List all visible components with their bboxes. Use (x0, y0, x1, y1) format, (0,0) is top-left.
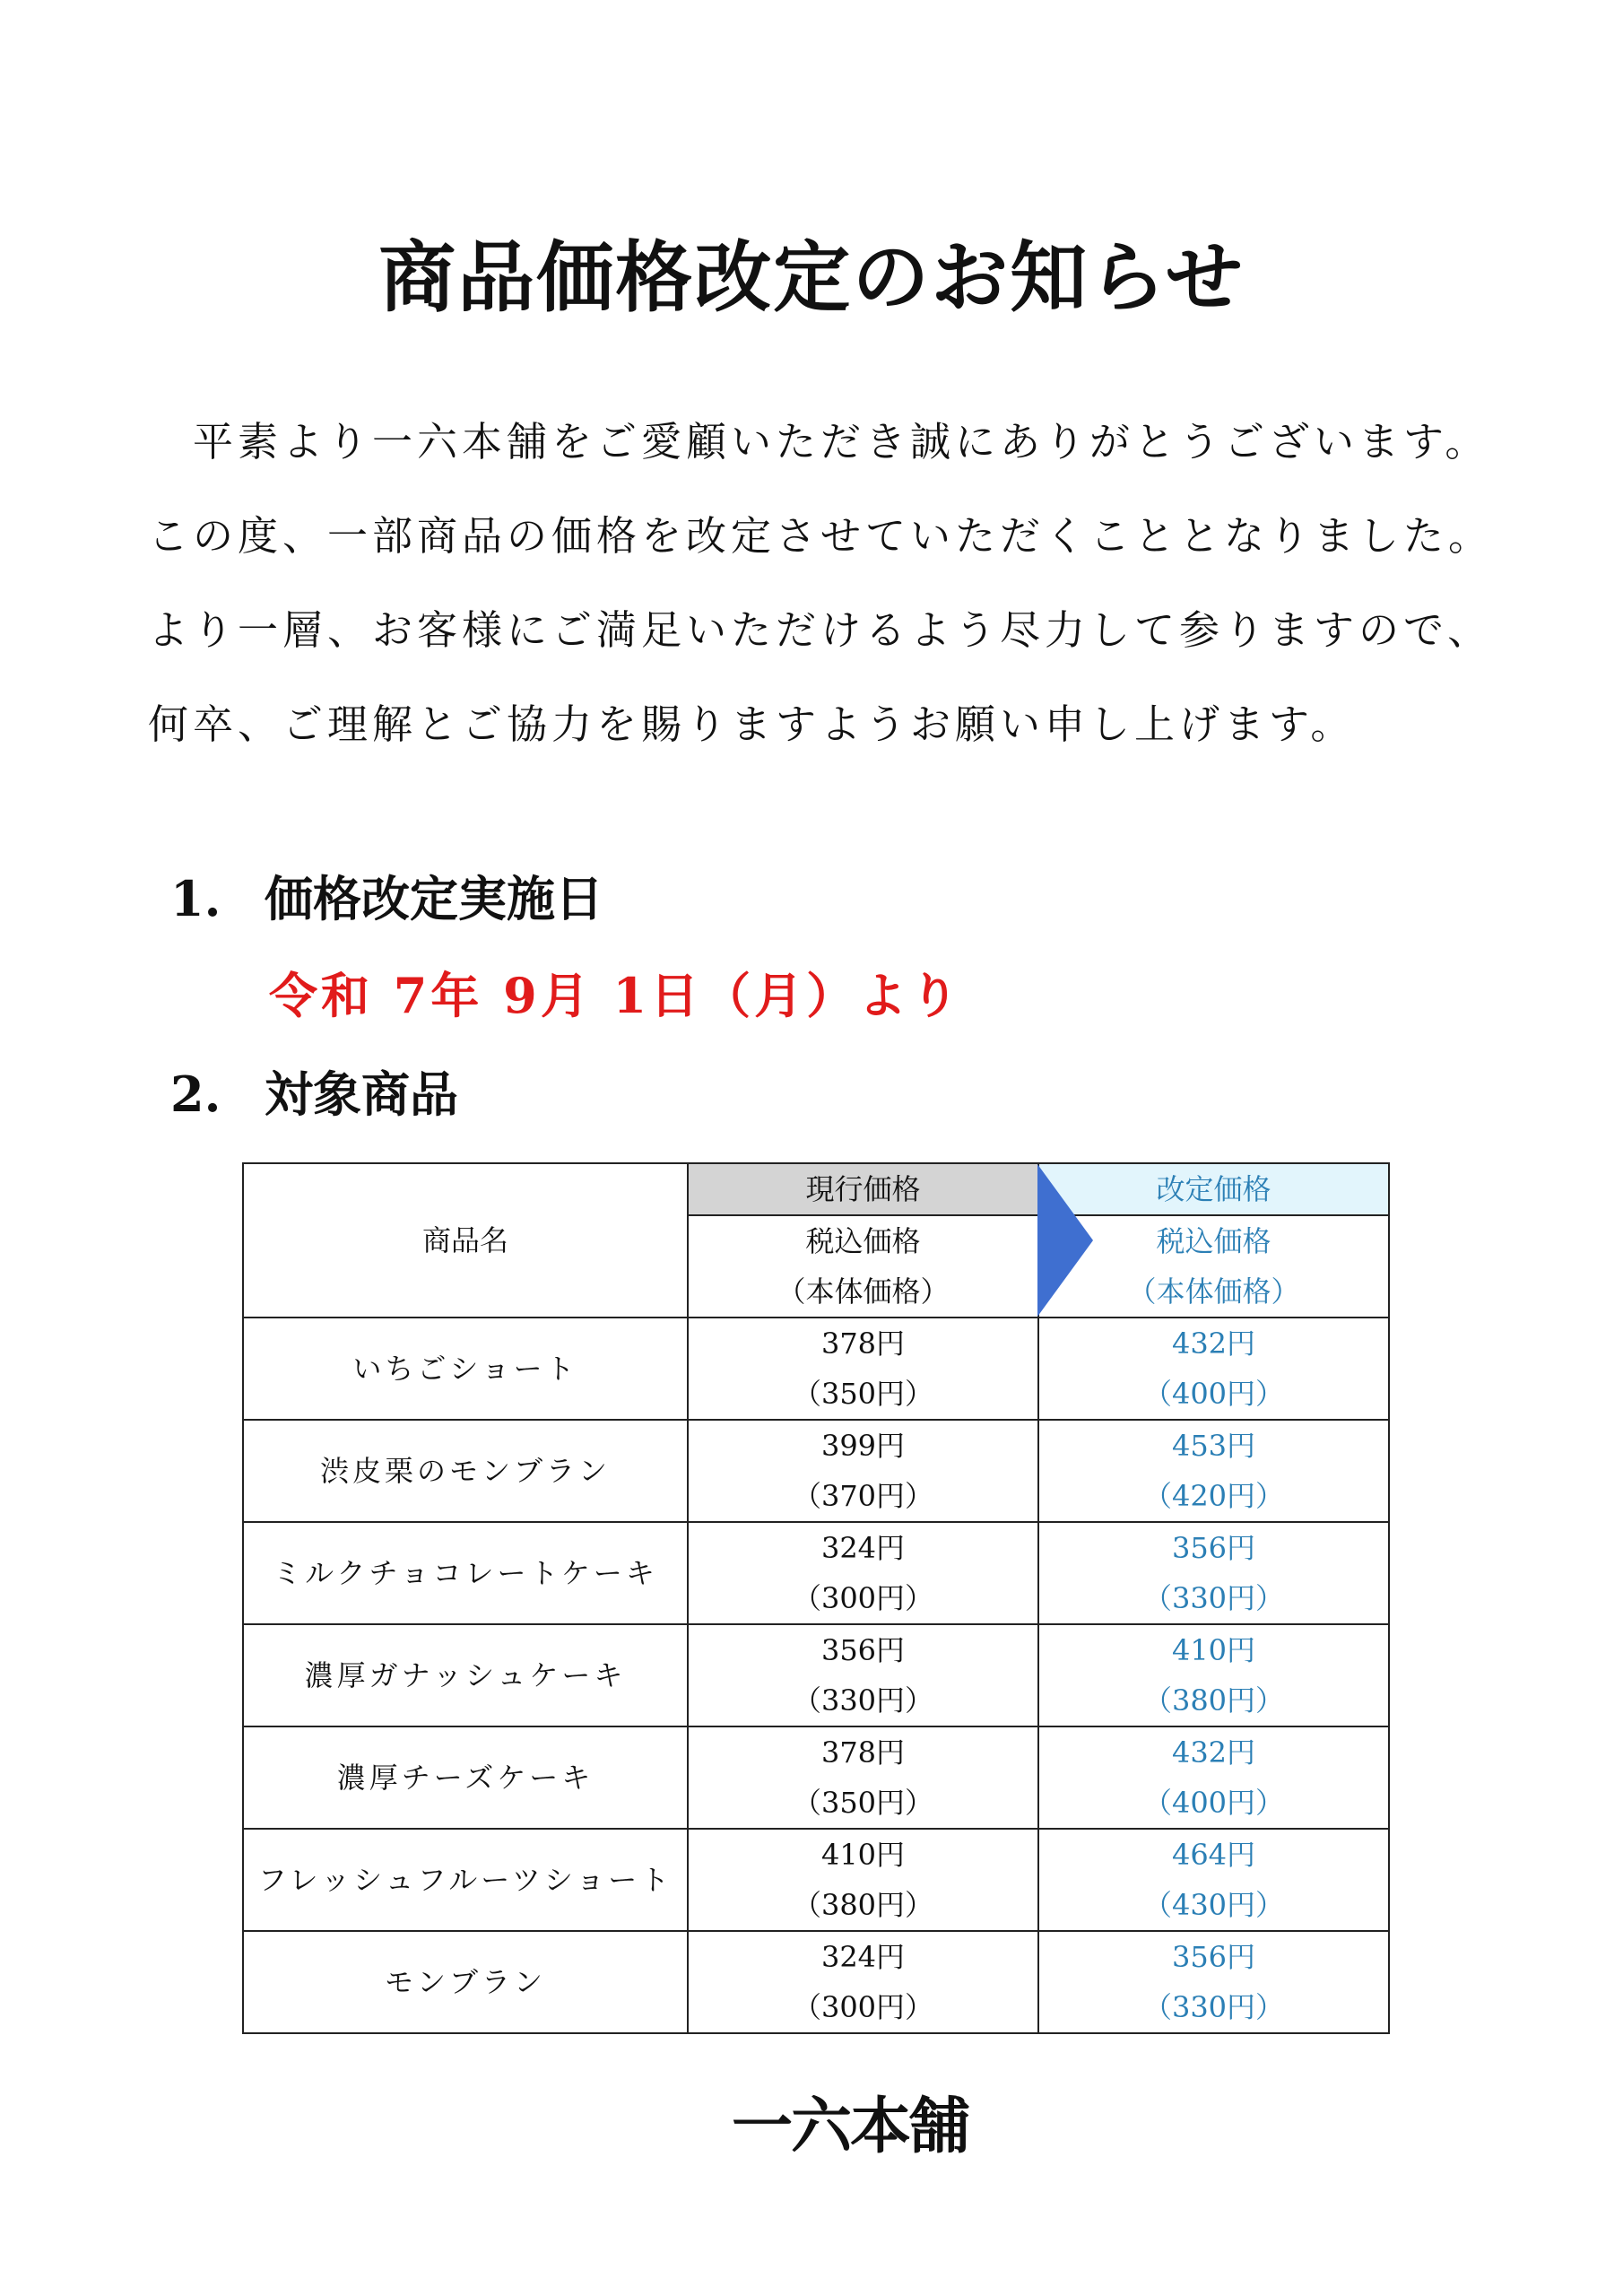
incl-tax-label: 税込価格 (1156, 1224, 1271, 1258)
product-name: 渋皮栗のモンブラン (243, 1420, 688, 1522)
revised-base-price: （420円） (1142, 1479, 1285, 1513)
current-price-cell (688, 1829, 1038, 1931)
product-name: フレッシュフルーツショート (243, 1829, 688, 1931)
current-incl-price: 356円 (820, 1633, 906, 1667)
intro-text (148, 395, 1493, 771)
current-incl-price: 324円 (820, 1531, 906, 1565)
revised-subheader (1038, 1215, 1389, 1318)
product-name: 濃厚チーズケーキ (243, 1726, 688, 1829)
section-number: 2. (170, 1065, 221, 1123)
revised-price-cell (1038, 1522, 1389, 1624)
current-incl-price: 324円 (820, 1940, 906, 1974)
current-incl-price: 410円 (820, 1838, 906, 1872)
table-row (243, 1931, 1389, 2033)
logo-text: 一六本舗 (731, 2091, 969, 2161)
table-row (243, 1726, 1389, 1829)
effective-date: 令和 7年 9月 1日（月）より (269, 967, 963, 1024)
revised-price-cell (1038, 1624, 1389, 1726)
revised-price-cell (1038, 1726, 1389, 1829)
revised-base-price: （430円） (1142, 1888, 1285, 1922)
page-title: 商品価格改定のお知らせ (378, 232, 1245, 323)
revised-incl-price: 410円 (1171, 1633, 1256, 1667)
intro-line: より一層、お客様にご満足いただけるよう尽力して参りますので、 (148, 606, 1493, 654)
intro-line: 平素より一六本舗をご愛顧いただき誠にありがとうございます。 (193, 418, 1490, 465)
revised-base-price: （400円） (1142, 1377, 1285, 1411)
current-base-price: （350円） (792, 1377, 934, 1411)
current-base-price: （350円） (792, 1786, 934, 1820)
revised-incl-price: 432円 (1171, 1326, 1256, 1361)
section-1-heading (170, 861, 603, 930)
section-title: 対象商品 (265, 1065, 458, 1123)
current-price-cell (688, 1931, 1038, 2033)
revised-base-price: （380円） (1142, 1683, 1285, 1718)
table-row (243, 1420, 1389, 1522)
revised-base-price: （330円） (1142, 1990, 1285, 2024)
current-price-cell (688, 1522, 1038, 1624)
revised-base-price: （330円） (1142, 1581, 1285, 1615)
current-price-cell (688, 1624, 1038, 1726)
product-name: いちごショート (243, 1318, 688, 1420)
right-arrow-icon (1037, 1164, 1093, 1317)
incl-tax-label: 税込価格 (805, 1224, 921, 1258)
revised-incl-price: 464円 (1171, 1838, 1256, 1872)
current-price-header: 現行価格 (688, 1163, 1038, 1215)
section-number: 1. (170, 870, 221, 927)
revised-base-price: （400円） (1142, 1786, 1285, 1820)
product-name: 濃厚ガナッシュケーキ (243, 1624, 688, 1726)
intro-line: この度、一部商品の価格を改定させていただくこととなりました。 (148, 512, 1494, 560)
revised-price-cell (1038, 1931, 1389, 2033)
revised-price-cell (1038, 1829, 1389, 1931)
product-name-header: 商品名 (243, 1163, 688, 1318)
revised-price-header: 改定価格 (1038, 1163, 1389, 1215)
current-incl-price: 378円 (820, 1735, 906, 1770)
table-row (243, 1522, 1389, 1624)
current-subheader (688, 1215, 1038, 1318)
revised-price-cell (1038, 1318, 1389, 1420)
current-base-price: （380円） (792, 1888, 934, 1922)
section-title: 価格改定実施日 (265, 870, 603, 927)
table-row (243, 1318, 1389, 1420)
table-row (243, 1624, 1389, 1726)
base-price-label: （本体価格） (777, 1274, 950, 1309)
current-base-price: （370円） (792, 1479, 934, 1513)
table-header-row (243, 1163, 1389, 1215)
revised-incl-price: 356円 (1171, 1940, 1256, 1974)
revised-incl-price: 432円 (1171, 1735, 1256, 1770)
product-name: ミルクチョコレートケーキ (243, 1522, 688, 1624)
table-row (243, 1829, 1389, 1931)
current-price-cell (688, 1726, 1038, 1829)
current-incl-price: 399円 (820, 1429, 906, 1463)
intro-line: 何卒、ご理解とご協力を賜りますようお願い申し上げます。 (148, 700, 1356, 748)
revised-price-cell (1038, 1420, 1389, 1522)
base-price-label: （本体価格） (1127, 1274, 1300, 1309)
current-base-price: （330円） (792, 1683, 934, 1718)
current-incl-price: 378円 (820, 1326, 906, 1361)
ichiroku-honpo-logo (720, 2090, 980, 2161)
revised-incl-price: 453円 (1171, 1429, 1256, 1463)
current-base-price: （300円） (792, 1581, 934, 1615)
revised-incl-price: 356円 (1171, 1531, 1256, 1565)
current-price-cell (688, 1318, 1038, 1420)
price-table (242, 1162, 1390, 2034)
current-price-cell (688, 1420, 1038, 1522)
section-2-heading (170, 1057, 458, 1126)
current-base-price: （300円） (792, 1990, 934, 2024)
product-name: モンブラン (243, 1931, 688, 2033)
